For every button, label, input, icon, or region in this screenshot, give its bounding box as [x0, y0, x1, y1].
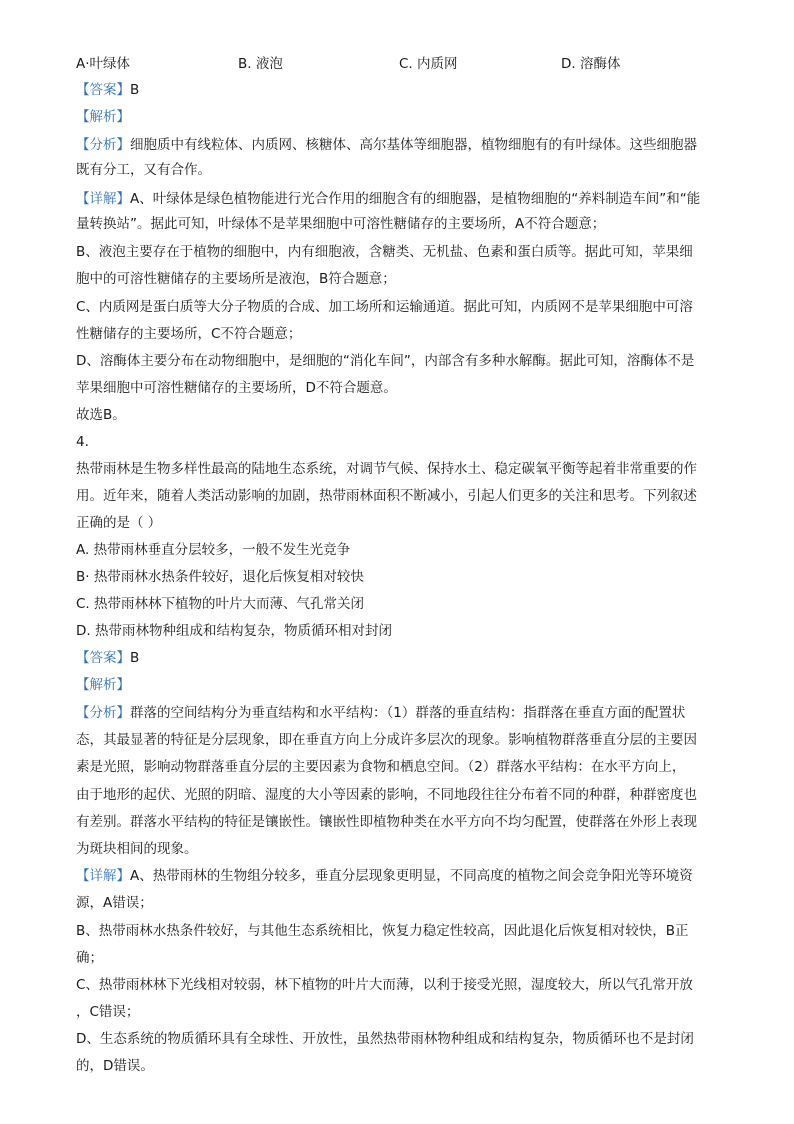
q4-explanation-heading — [76, 676, 721, 694]
q3-option-a: A·叶绿体 — [76, 56, 131, 72]
q4-analysis-line: 态，其最显著的特征是分层现象，即在垂直方向上分成许多层次的现象。影响植物群落垂直分层的主要因 — [76, 732, 697, 748]
q4-analysis-line: 有差别。群落水平结构的特征是镶嵌性。镶嵌性即植物种类在水平方向不均匀配置，使群落在外形上表现 — [76, 814, 697, 830]
q4-number: 4. — [76, 434, 89, 450]
q3-conclusion: 故选B。 — [76, 407, 126, 423]
section-marker: 【答案】 — [76, 82, 130, 98]
section-marker: 【解析】 — [76, 677, 130, 693]
q4-option-a: A. 热带雨林垂直分层较多，一般不发生光竞争 — [76, 542, 351, 558]
q3-analysis-line: 【分析】细胞质中有线粒体、内质网、核糖体、高尔基体等细胞器，植物细胞有的有叶绿体。这些细胞器 — [76, 137, 697, 153]
q3-detail-line: 性糖储存的主要场所，C不符合题意； — [76, 326, 302, 342]
q4-analysis-line: 【分析】群落的空间结构分为垂直结构和水平结构：（1）群落的垂直结构：指群落在垂直方面的配置状 — [76, 705, 686, 721]
q4-detail-line: B、热带雨林水热条件较好，与其他生态系统相比，恢复力稳定性较高，因此退化后恢复相对较快，B正 — [76, 923, 689, 939]
q3-detail-line: 【详解】A、叶绿体是绿色植物能进行光合作用的细胞含有的细胞器，是植物细胞的“养料制造车间”和“能 — [76, 191, 701, 207]
section-marker: 【答案】 — [76, 650, 130, 666]
q3-detail-line: C、内质网是蛋白质等大分子物质的合成、加工场所和运输通道。据此可知，内质网不是苹果细胞中可溶 — [76, 299, 693, 315]
q4-stem-line: 用。近年来，随着人类活动影响的加剧，热带雨林面积不断减小，引起人们更多的关注和思考。下列叙述 — [76, 488, 697, 504]
q4-detail-line: 的，D错误。 — [76, 1058, 154, 1074]
q4-option-d: D. 热带雨林物种组成和结构复杂，物质循环相对封闭 — [76, 623, 392, 639]
q3-analysis-line: 既有分工，又有合作。 — [76, 162, 211, 178]
q3-answer: 【答案】B — [76, 82, 140, 98]
q3-option-c: C. 内质网 — [399, 56, 458, 72]
q4-option-b: B· 热带雨林水热条件较好，退化后恢复相对较快 — [76, 569, 364, 585]
q3-detail-line: D、溶酶体主要分布在动物细胞中，是细胞的“消化车间”，内部含有多种水解酶。据此可知，溶酶体不是 — [76, 353, 695, 369]
q4-detail-line: ，C错误； — [76, 1004, 140, 1020]
q4-answer: 【答案】B — [76, 650, 140, 666]
q3-detail-line: 量转换站”。据此可知，叶绿体不是苹果细胞中可溶性糖储存的主要场所，A不符合题意； — [76, 216, 606, 232]
q4-option-c: C. 热带雨林林下植物的叶片大而薄、气孔常关闭 — [76, 596, 365, 612]
q4-analysis-line: 由于地形的起伏、光照的阴暗、湿度的大小等因素的影响，不同地段往往分布着不同的种群，种群密度也 — [76, 787, 697, 803]
q4-analysis-line: 素是光照，影响动物群落垂直分层的主要因素为食物和栖息空间。（2）群落水平结构：在水平方向上， — [76, 759, 686, 775]
q4-detail-line: 【详解】A、热带雨林的生物组分较多，垂直分层现象更明显，不同高度的植物之间会竞争阳光等环境资 — [76, 868, 693, 884]
q4-stem-line: 热带雨林是生物多样性最高的陆地生态系统，对调节气候、保持水土、稳定碳氧平衡等起着非常重要的作 — [76, 461, 697, 477]
section-marker: 【分析】 — [76, 137, 130, 153]
q3-option-b: B. 液泡 — [238, 56, 283, 72]
q3-detail-line: B、液泡主要存在于植物的细胞中，内有细胞液，含糖类、无机盐、色素和蛋白质等。据此可知，苹果细 — [76, 244, 693, 260]
q4-detail-line: 源，A错误； — [76, 895, 153, 911]
q4-stem-line: 正确的是（ ） — [76, 515, 162, 531]
q4-analysis-line: 为斑块相间的现象。 — [76, 841, 198, 857]
q3-explanation-heading — [76, 108, 721, 126]
q3-option-d: D. 溶酶体 — [561, 56, 621, 72]
q3-detail-line: 胞中的可溶性糖储存的主要场所是液泡，B符合题意； — [76, 271, 396, 287]
section-marker: 【详解】 — [76, 868, 130, 884]
q3-detail-line: 苹果细胞中可溶性糖储存的主要场所，D不符合题意。 — [76, 380, 397, 396]
section-marker: 【详解】 — [76, 191, 130, 207]
q4-detail-line: C、热带雨林林下光线相对较弱，林下植物的叶片大而薄，以利于接受光照，湿度较大，所以气孔常开放 — [76, 977, 693, 993]
section-marker: 【解析】 — [76, 109, 130, 125]
q4-detail-line: D、生态系统的物质循环具有全球性、开放性，虽然热带雨林物种组成和结构复杂，物质循环也不是封闭 — [76, 1031, 694, 1047]
section-marker: 【分析】 — [76, 705, 130, 721]
q4-detail-line: 确； — [76, 950, 103, 966]
